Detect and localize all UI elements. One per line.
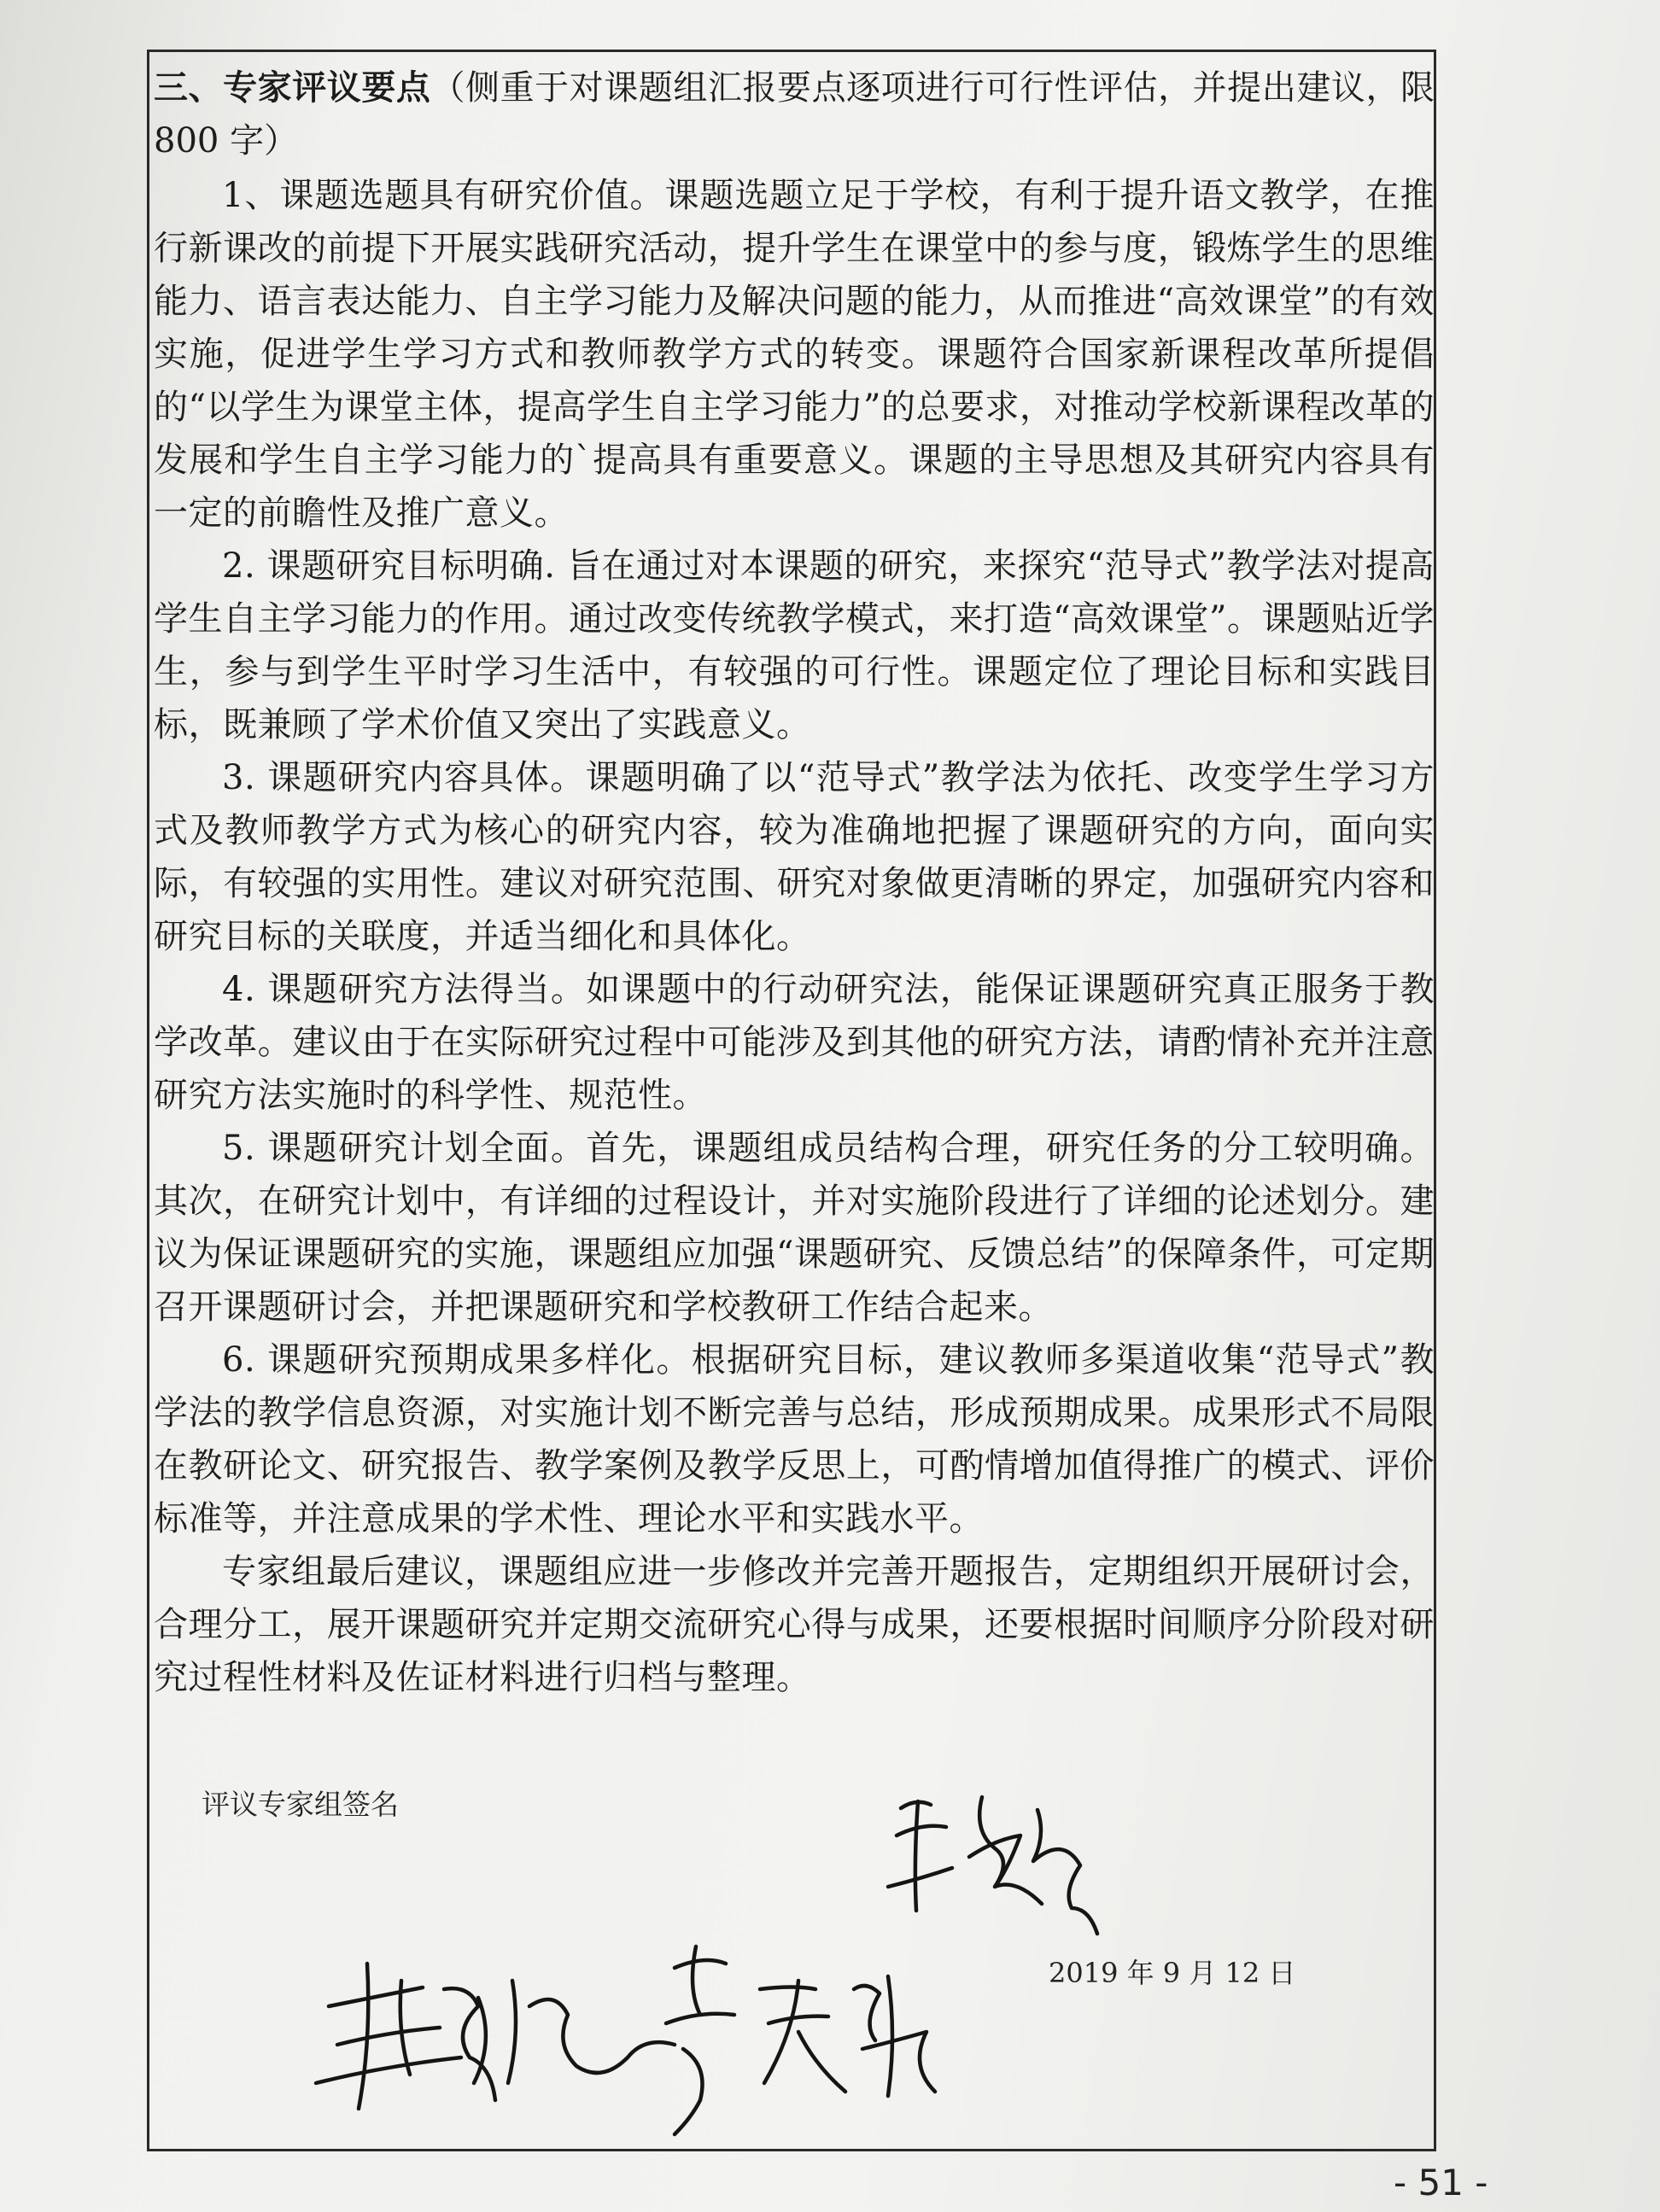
section-heading-note: （侧重于对课题组汇报要点逐项进行可行性评估，并提出建议，限 800 字） bbox=[154, 68, 1435, 161]
paragraph-3: 3. 课题研究内容具体。课题明确了以“范导式”教学法为依托、改变学生学习方式及教师教学方式为核心的研究内容，较为准确地把握了课题研究的方向，面向实际，有较强的实用性。建议对研究范围、研究对象做更清晰的界定，加强研究内容和研究目标的关联度，并适当细化和具体化。 bbox=[154, 758, 1435, 956]
signature-stroke bbox=[316, 1964, 461, 2109]
paragraph-2: 2. 课题研究目标明确. 旨在通过对本课题的研究，来探究“范导式”教学法对提高学生自主学习能力的作用。通过改变传统教学模式，来打造“高效课堂”。课题贴近学生，参与到学生平时学习生活中，有较强的可行性。课题定位了理论目标和实践目标，既兼顾了学术价值又突出了实践意义。 bbox=[154, 546, 1435, 744]
signature-stroke bbox=[508, 1981, 675, 2083]
paragraph-4: 4. 课题研究方法得当。如课题中的行动研究法，能保证课题研究真正服务于教学改革。建议由于在实际研究过程中可能涉及到其他的研究方法，请酌情补充并注意研究方法实施时的科学性、规范性。 bbox=[154, 970, 1435, 1115]
paragraph-6: 6. 课题研究预期成果多样化。根据研究目标，建议教师多渠道收集“范导式”教学法的教学信息资源，对实施计划不断完善与总结，形成预期成果。成果形式不局限在教研论文、研究报告、教学案例及教学反思上，可酌情增加值得推广的模式、评价标准等，并注意成果的学术性、理论水平和实践水平。 bbox=[154, 1340, 1435, 1538]
signature-date: 2019 年 9 月 12 日 bbox=[1049, 1957, 1296, 1989]
paragraph-1: 1、课题选题具有研究价值。课题选题立足于学校，有利于提升语文教学，在推行新课改的前提下开展实践研究活动，提升学生在课堂中的参与度，锻炼学生的思维能力、语言表达能力、自主学习能力及解决问题的能力，从而推进“高效课堂”的有效实施，促进学生学习方式和教师教学方式的转变。课题符合国家新课程改革所提倡的“以学生为课堂主体，提高学生自主学习能力”的总要求，对推动学校新课程改革的发展和学生自主学习能力的`提高具有重要意义。课题的主导思想及其研究内容具有一定的前瞻性及推广意义。 bbox=[154, 176, 1435, 533]
page-number: - 51 - bbox=[1394, 2162, 1488, 2203]
signature-label: 评议专家组签名 bbox=[202, 1788, 399, 1821]
section-heading-title: 三、专家评议要点 bbox=[154, 68, 431, 108]
signature-stroke bbox=[444, 1988, 495, 2100]
signature-stroke bbox=[760, 1981, 845, 2092]
signature-stroke bbox=[854, 1976, 935, 2096]
signature-stroke bbox=[888, 1801, 952, 1911]
signature-stroke bbox=[666, 1946, 734, 2134]
signature-stroke bbox=[969, 1797, 1042, 1904]
paragraph-conclusion: 专家组最后建议，课题组应进一步修改并完善开题报告，定期组织开展研讨会，合理分工，展开课题研究并定期交流研究心得与成果，还要根据时间顺序分阶段对研究过程性材料及佐证材料进行归档与整理。 bbox=[154, 1552, 1435, 1697]
signature-stroke bbox=[1033, 1810, 1097, 1934]
paragraph-5: 5. 课题研究计划全面。首先，课题组成员结构合理，研究任务的分工较明确。其次，在研究计划中，有详细的过程设计，并对实施阶段进行了详细的论述划分。建议为保证课题研究的实施，课题组应加强“课题研究、反馈总结”的保障条件，可定期召开课题研讨会，并把课题研究和学校教研工作结合起来。 bbox=[154, 1129, 1435, 1327]
